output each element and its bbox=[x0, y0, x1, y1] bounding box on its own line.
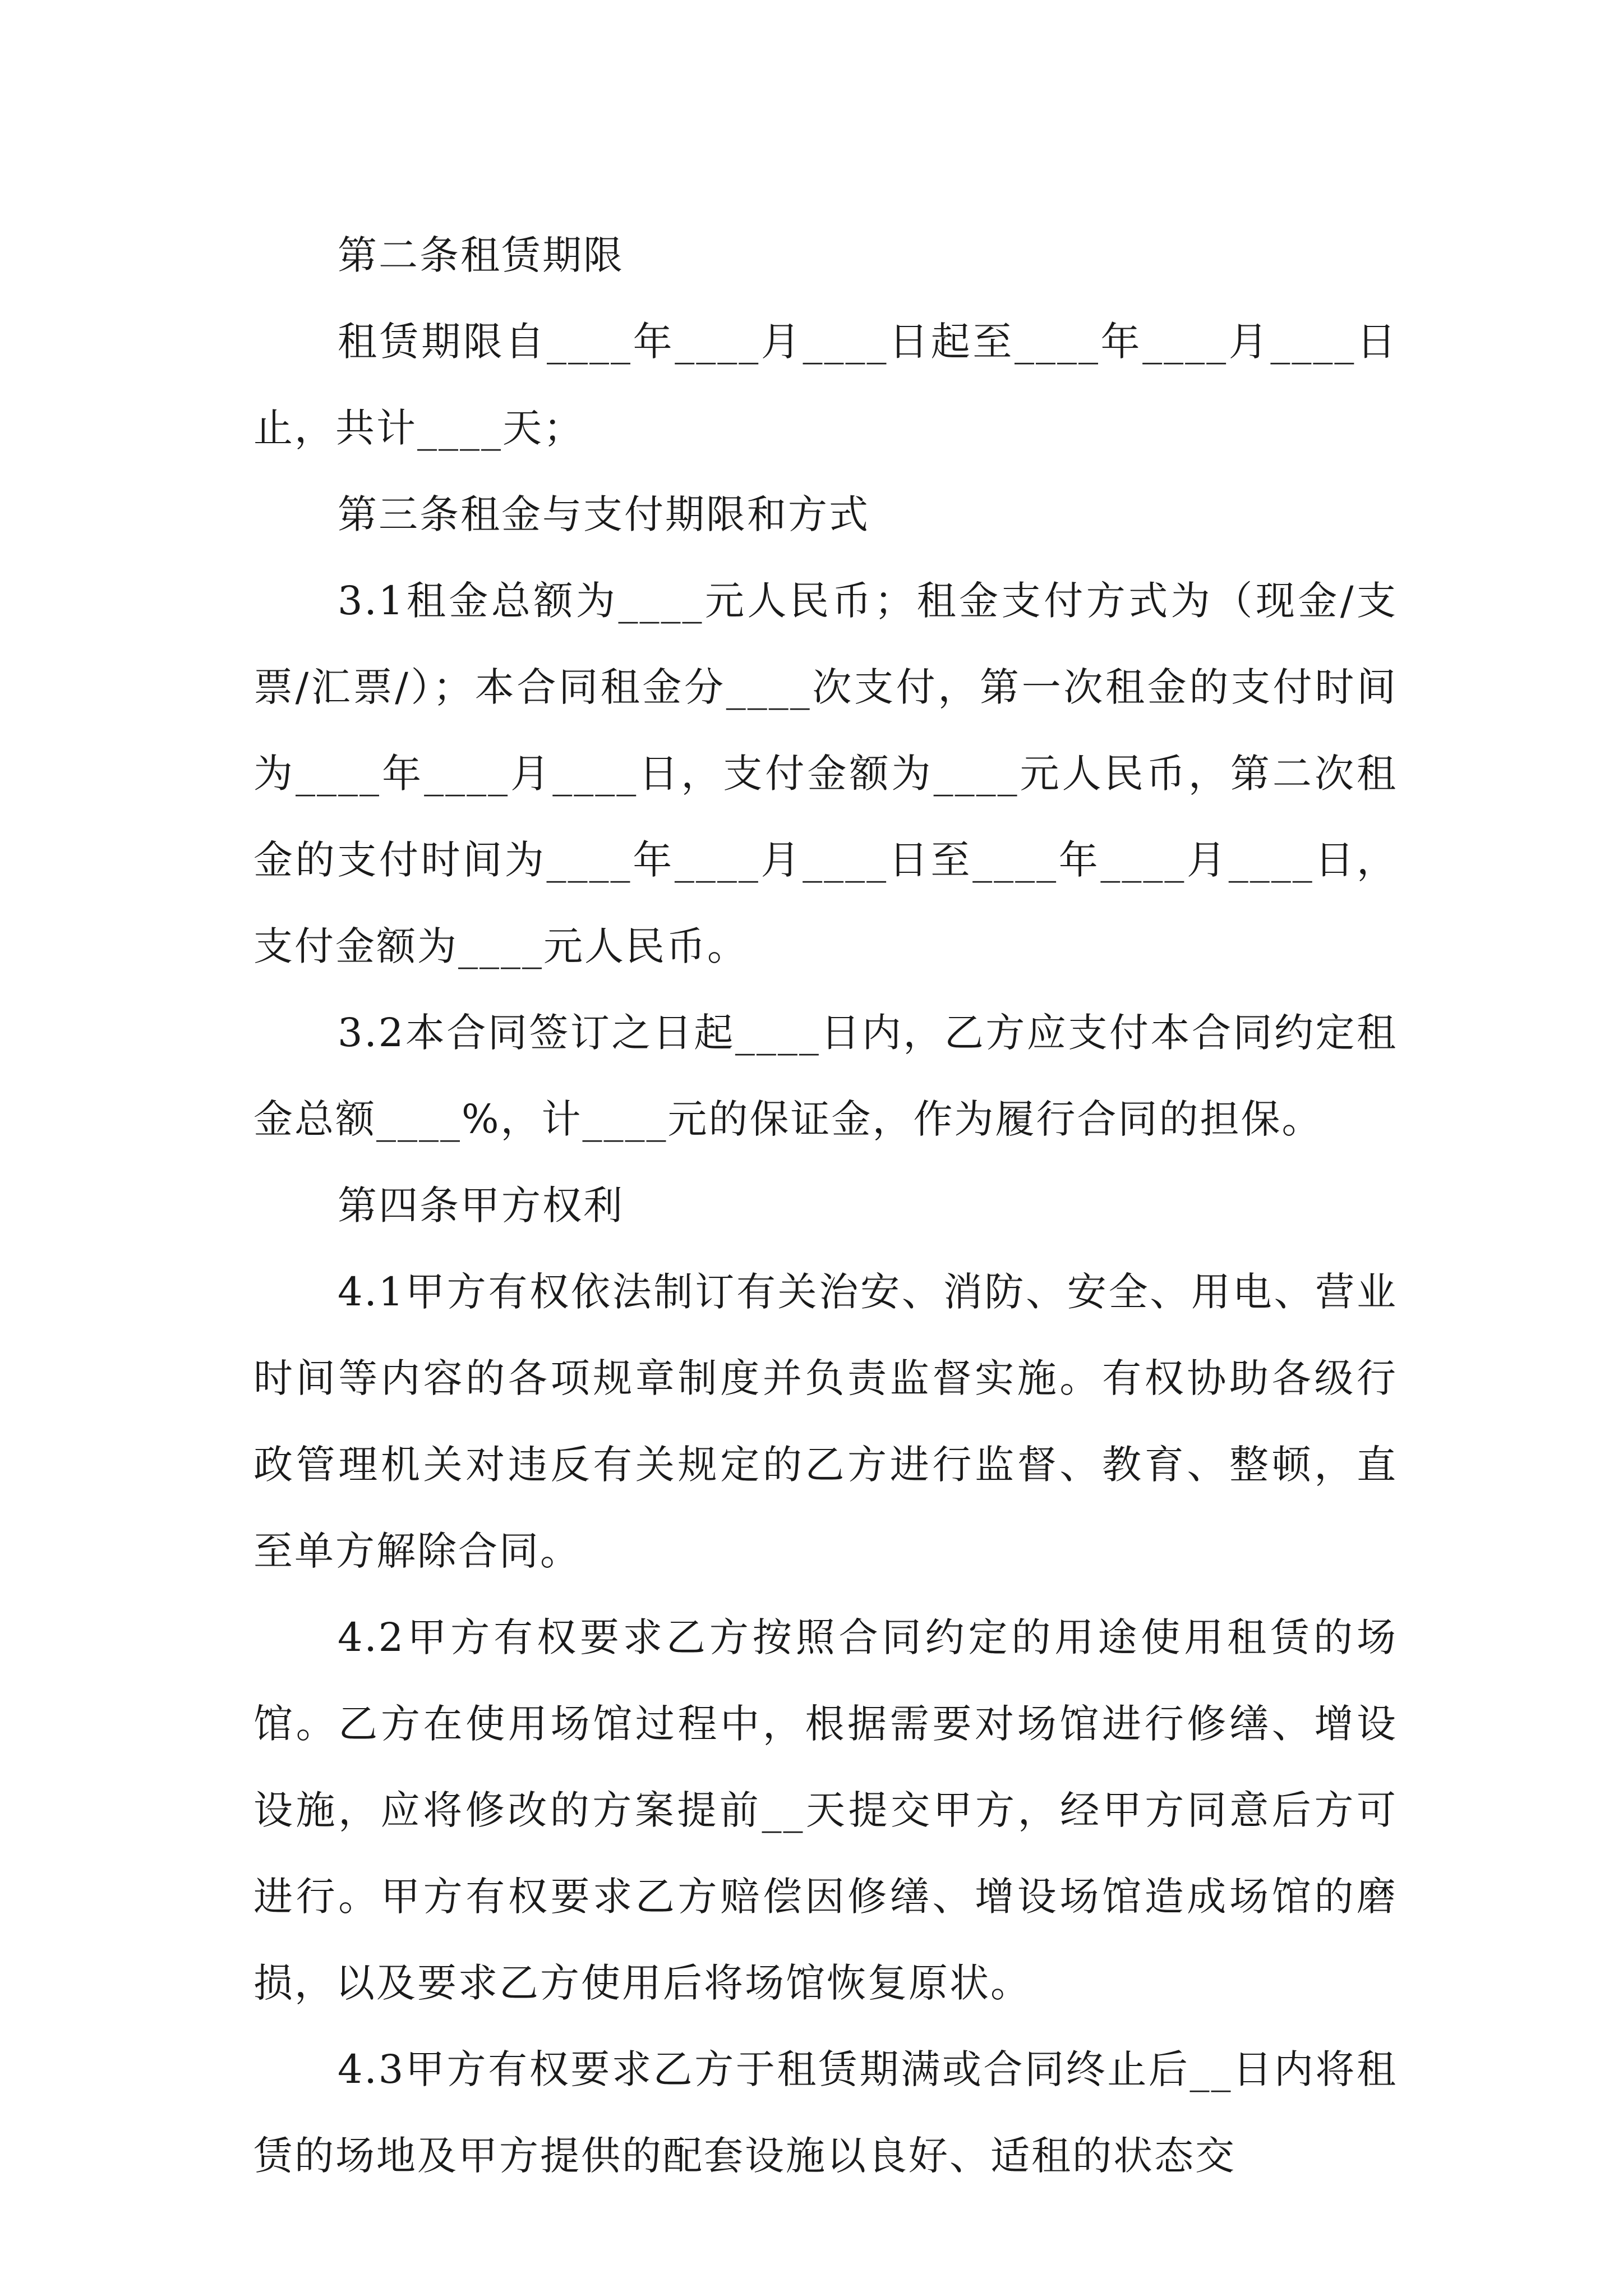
article-4-heading: 第四条甲方权利 bbox=[338, 1182, 624, 1228]
clause-3-1: 3.1租金总额为____元人民币；租金支付方式为（现金/支票/汇票/）；本合同租金分____次支付，第一次租金的支付时间为____年____月____日，支付金额为____元人民币，第二次租金的支付时间为____年____月____日至____年____月____日，支付金额为____元人民币。 bbox=[253, 578, 1398, 969]
clause-4-3: 4.3甲方有权要求乙方于租赁期满或合同终止后__日内将租赁的场地及甲方提供的配套设施以良好、适租的状态交 bbox=[253, 2046, 1398, 2179]
clause-3-2: 3.2本合同签订之日起____日内，乙方应支付本合同约定租金总额____%，计____元的保证金，作为履行合同的担保。 bbox=[253, 1010, 1398, 1142]
clause-4-1: 4.1甲方有权依法制订有关治安、消防、安全、用电、营业时间等内容的各项规章制度并负责监督实施。有权协助各级行政管理机关对违反有关规定的乙方进行监督、教育、整顿，直至单方解除合同。 bbox=[253, 1269, 1398, 1574]
article-2-term-clause: 租赁期限自____年____月____日起至____年____月____日止，共计____天； bbox=[253, 319, 1398, 451]
article-3-heading: 第三条租金与支付期限和方式 bbox=[338, 491, 870, 537]
clause-4-2: 4.2甲方有权要求乙方按照合同约定的用途使用租赁的场馆。乙方在使用场馆过程中，根据需要对场馆进行修缮、增设设施，应将修改的方案提前__天提交甲方，经甲方同意后方可进行。甲方有权要求乙方赔偿因修缮、增设场馆造成场馆的磨损，以及要求乙方使用后将场馆恢复原状。 bbox=[253, 1614, 1398, 2006]
document-body bbox=[253, 212, 1398, 2199]
article-2-heading: 第二条租赁期限 bbox=[338, 232, 624, 278]
